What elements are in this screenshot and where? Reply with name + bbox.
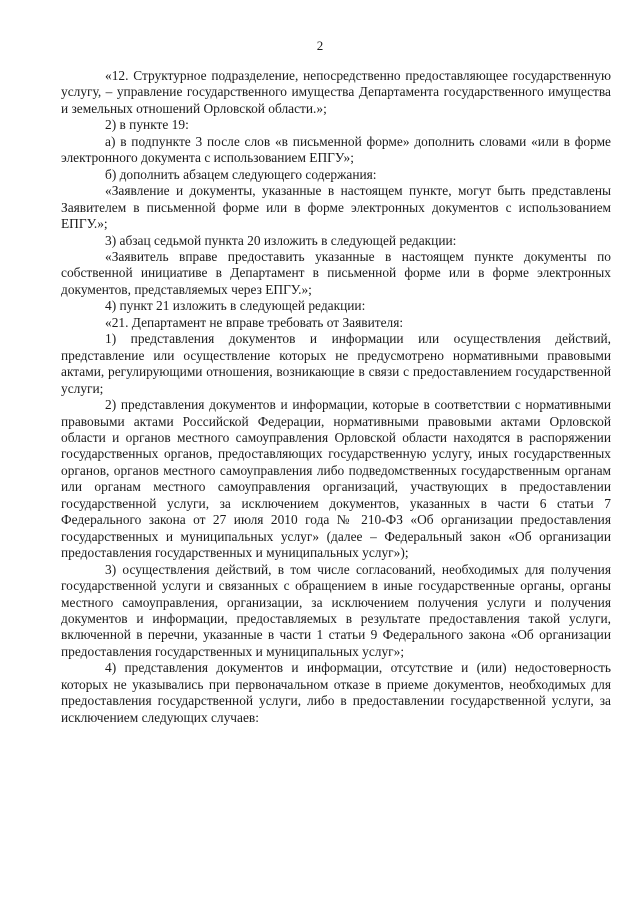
paragraph-clause-21-item-4: 4) представления документов и информации, отсутствие и (или) недостоверность которых не указывались при первоначальном отказе в приеме документов, необходимых для предоставления государственной услуги, либо в предоставлении государственной услуги, за исключением следующих случаев: (61, 660, 611, 725)
paragraph-structural-unit: «12. Структурное подразделение, непосредственно предоставляющее государственную услугу, – управление государственного имущества Департамента государственного имущества и земельных отношений Орловской области.»; (61, 68, 611, 116)
paragraph-clause-21-item-3: 3) осуществления действий, в том числе согласований, необходимых для получения государственной услуги и связанных с обращением в иные государственные органы, органы местного самоуправления, организации, за исключением получения услуги и получения документов и информации, предоставляемых в результате предоставления такой услуги, включенной в перечни, указанные в части 1 статьи 9 Федерального закона «Об организации предоставления государственных и муниципальных услуг»; (61, 561, 611, 659)
paragraph-application-documents: «Заявление и документы, указанные в настоящем пункте, могут быть представлены Заявителем в письменной форме или в форме электронных документов с использованием ЕПГУ.»; (61, 183, 611, 232)
paragraph-clause-21-item-2: 2) представления документов и информации, которые в соответствии с нормативными правовыми актами Российской Федерации, нормативными правовыми актами Орловской области и органов местного самоуправления Орловской области находятся в распоряжении государственных органов, предоставляющих государственную услугу, иных государственных органов, органов местного самоуправления либо подведомственных государственным органам или органам местного самоуправления организаций, участвующих в предоставлении государственной услуги, за исключением документов, указанных в части 6 статьи 7 Федерального закона от 27 июля 2010 года № 210-ФЗ «Об организации предоставления государственных и муниципальных услуг» (далее – Федеральный закон «Об организации предоставления государственных и муниципальных услуг»); (61, 397, 611, 561)
paragraph-applicant-right: «Заявитель вправе предоставить указанные в настоящем пункте документы по собственной инициативе в Департамент в письменной форме или в форме электронных документов, представляемых через ЕПГУ.»; (61, 248, 611, 297)
paragraph-subitem-b: б) дополнить абзацем следующего содержания: (105, 166, 377, 182)
paragraph-subitem-a: а) в подпункте 3 после слов «в письменной форме» дополнить словами «или в форме электронного документа с использованием ЕПГУ»; (61, 133, 611, 166)
paragraph-item-2: 2) в пункте 19: (105, 117, 189, 133)
document-body (61, 68, 611, 726)
paragraph-clause-21-item-1: 1) представления документов и информации или осуществления действий, представление или осуществление которых не предусмотрено нормативными правовыми актами, регулирующими отношения, возникающие в связи с предоставлением государственной услуги; (61, 331, 611, 396)
page-number: 2 (316, 38, 324, 53)
paragraph-clause-21: «21. Департамент не вправе требовать от Заявителя: (105, 314, 404, 330)
paragraph-item-3: 3) абзац седьмой пункта 20 изложить в следующей редакции: (105, 232, 457, 248)
paragraph-item-4: 4) пункт 21 изложить в следующей редакции: (105, 298, 366, 314)
